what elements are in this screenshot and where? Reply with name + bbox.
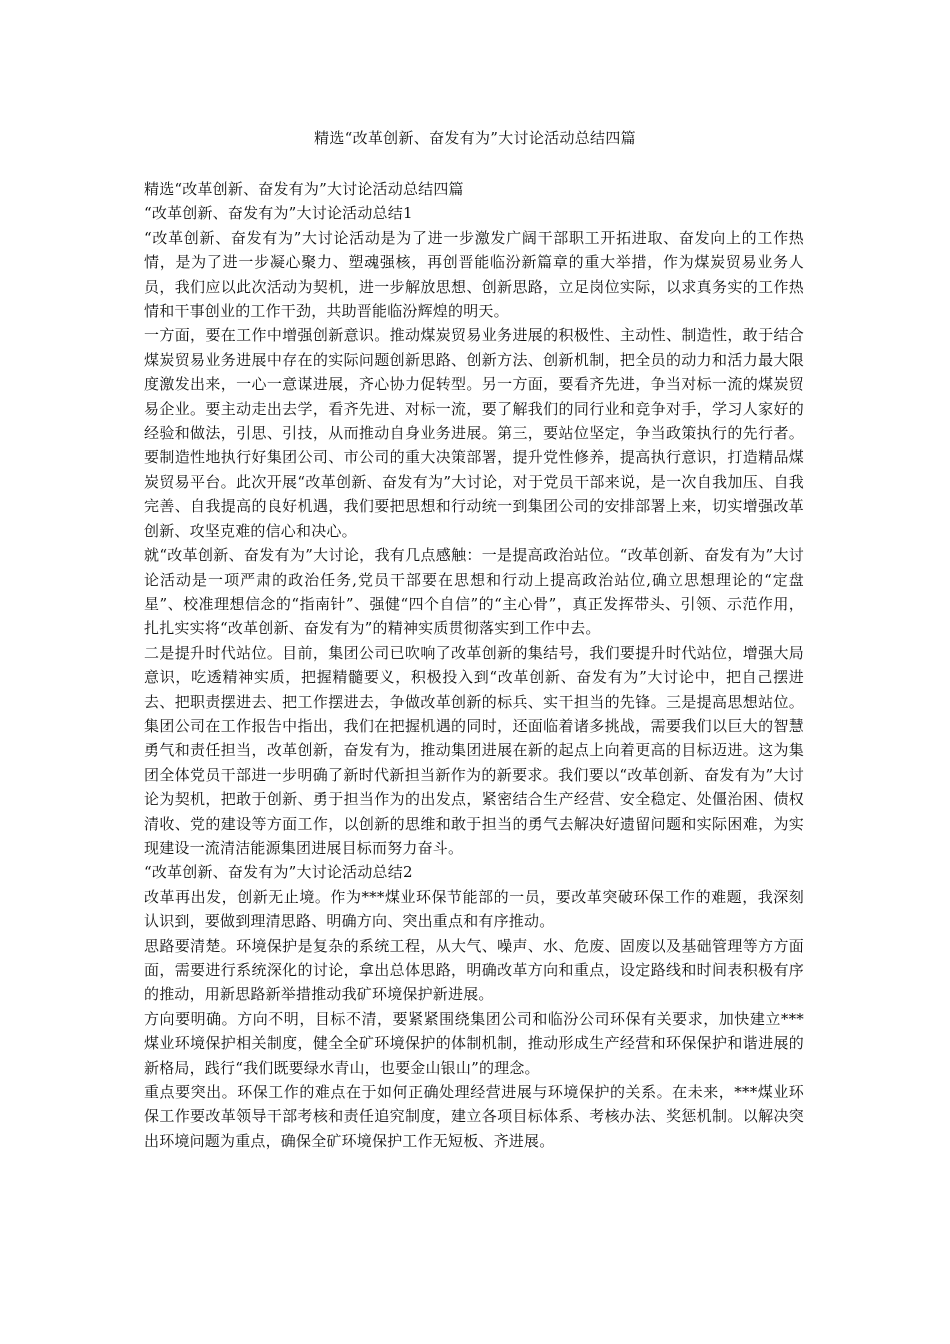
paragraph: 改革再出发，创新无止境。作为***煤业环保节能部的一员，要改革突破环保工作的难题，我深刻认识到，要做到理清思路、明确方向、突出重点和有序推动。 — [144, 887, 804, 931]
paragraph: “改革创新、奋发有为”大讨论活动是为了进一步激发广阔干部职工开拓进取、奋发向上的工作热情，是为了进一步凝心聚力、塑魂强核，再创晋能临汾新篇章的重大举措，作为煤炭贸易业务人员，我们应以此次活动为契机，进一步解放思想、创新思路，立足岗位实际，以求真务实的工作热情和干事创业的工作干劲，共助晋能临汾辉煌的明天。 — [144, 228, 804, 321]
paragraph: 就“改革创新、奋发有为”大讨论，我有几点感触：一是提高政治站位。“改革创新、奋发有为”大讨论活动是一项严肃的政治任务,党员干部要在思想和行动上提高政治站位,确立思想理论的“定盘星”、校准理想信念的“指南针”、强健“四个自信”的“主心骨”，真正发挥带头、引领、示范作用，扎扎实实将“改革创新、奋发有为”的精神实质贯彻落实到工作中去。 — [144, 546, 804, 638]
section-heading-2: “改革创新、奋发有为”大讨论活动总结2 — [144, 863, 413, 882]
document-title: 精选“改革创新、奋发有为”大讨论活动总结四篇 — [314, 129, 636, 147]
paragraph: 重点要突出。环保工作的难点在于如何正确处理经营进展与环境保护的关系。在未来，***煤业环保工作要改革领导干部考核和责任追究制度，建立各项目标体系、考核办法、奖惩机制。以解决突出环境问题为重点，确保全矿环境保护工作无短板、齐进展。 — [144, 1083, 804, 1150]
paragraph-heading: 精选“改革创新、奋发有为”大讨论活动总结四篇 — [144, 180, 464, 198]
paragraph: 思路要清楚。环境保护是复杂的系统工程，从大气、噪声、水、危废、固废以及基础管理等方方面面，需要进行系统深化的讨论，拿出总体思路，明确改革方向和重点，设定路线和时间表积极有序的推动，用新思路新举措推动我矿环境保护新进展。 — [144, 936, 804, 1004]
paragraph: 一方面，要在工作中增强创新意识。推动煤炭贸易业务进展的积极性、主动性、制造性，敢于结合煤炭贸易业务进展中存在的实际问题创新思路、创新方法、创新机制，把全员的动力和活力最大限度激发出来，一心一意谋进展，齐心协力促转型。另一方面，要看齐先进，争当对标一流的煤炭贸易企业。要主动走出去学，看齐先进、对标一流，要了解我们的同行业和竞争对手，学习人家好的经验和做法，引思、引技，从而推动自身业务进展。第三，要站位坚定，争当政策执行的先行者。要制造性地执行好集团公司、市公司的重大决策部署，提升党性修养，提高执行意识，打造精品煤炭贸易平台。此次开展“改革创新、奋发有为”大讨论，对于党员干部来说，是一次自我加压、自我完善、自我提高的良好机遇，我们要把思想和行动统一到集团公司的安排部署上来，切实增强改革创新、攻坚克难的信心和决心。 — [144, 326, 804, 540]
document-body — [144, 177, 804, 1153]
paragraph: 二是提升时代站位。目前，集团公司已吹响了改革创新的集结号，我们要提升时代站位，增强大局意识，吃透精神实质，把握精髓要义，积极投入到“改革创新、奋发有为”大讨论中，把自己摆进去、把职责摆进去、把工作摆进去，争做改革创新的标兵、实干担当的先锋。三是提高思想站位。集团公司在工作报告中指出，我们在把握机遇的同时，还面临着诸多挑战，需要我们以巨大的智慧勇气和责任担当，改革创新，奋发有为，推动集团进展在新的起点上向着更高的目标迈进。这为集团全体党员干部进一步明确了新时代新担当新作为的新要求。我们要以“改革创新、奋发有为”大讨论为契机，把敢于创新、勇于担当作为的出发点，紧密结合生产经营、安全稳定、处僵治困、债权清收、党的建设等方面工作，以创新的思维和敢于担当的勇气去解决好遗留问题和实际困难，为实现建设一流清洁能源集团进展目标而努力奋斗。 — [144, 643, 804, 857]
paragraph: 方向要明确。方向不明，目标不清，要紧紧围绕集团公司和临汾公司环保有关要求，加快建立***煤业环境保护相关制度，健全全矿环境保护的体制机制，推动形成生产经营和环保保护和谐进展的新格局，践行“我们既要绿水青山，也要金山银山”的理念。 — [144, 1009, 804, 1077]
section-heading-1: “改革创新、奋发有为”大讨论活动总结1 — [144, 204, 413, 223]
